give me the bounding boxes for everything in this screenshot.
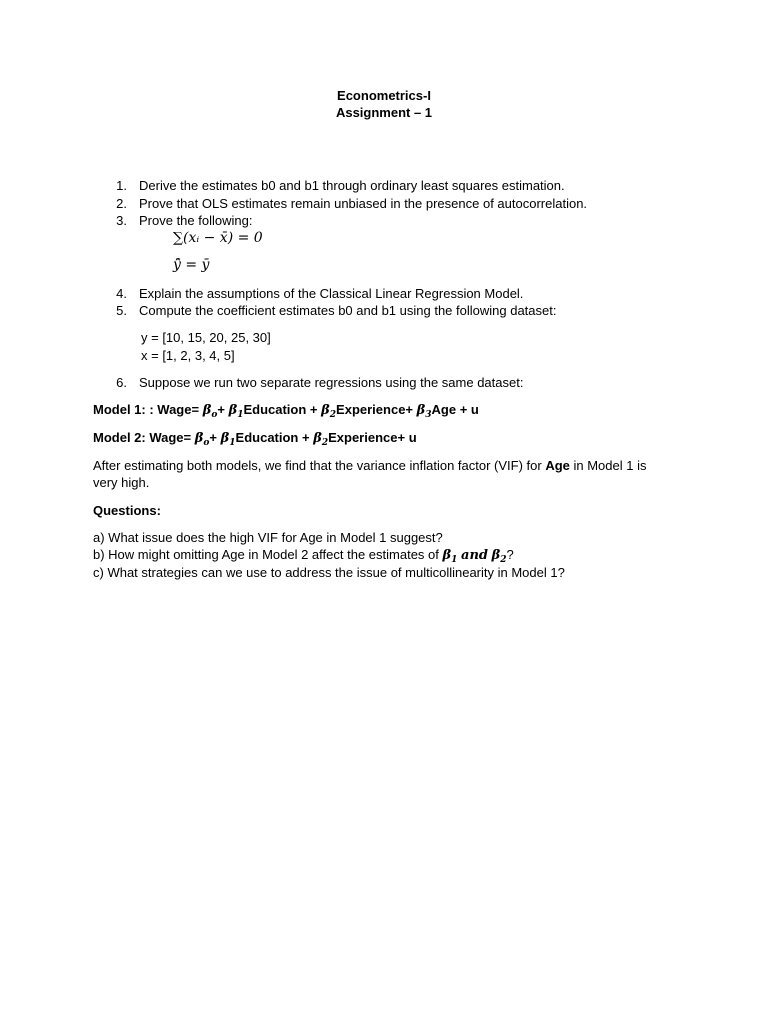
error-term: u — [408, 430, 417, 445]
plus-sign: + — [209, 430, 217, 445]
plus-sign: + — [217, 402, 225, 417]
beta-2-symbol: $\beta_2$ — [491, 548, 507, 565]
beta-2-symbol: $\beta_2$ — [321, 403, 337, 420]
question-text: Prove that OLS estimates remain unbiased in the presence of autocorrelation. — [139, 196, 588, 211]
question-number: 4. — [116, 286, 127, 301]
subquestion-a: a) What issue does the high VIF for Age in Model 1 suggest? — [93, 530, 443, 545]
age-term: Age + u — [431, 402, 479, 417]
question-text: Explain the assumptions of the Classical Linear Regression Model. — [139, 286, 524, 301]
course-title: Econometrics-I — [337, 88, 431, 103]
beta-2-symbol: $\beta_2$ — [313, 431, 329, 448]
experience-term: Experience+ — [336, 402, 414, 417]
age-bold: Age — [545, 458, 570, 473]
vif-paragraph-line-2: very high. — [93, 475, 150, 490]
question-mark: ? — [506, 547, 514, 562]
question-number: 6. — [116, 375, 127, 390]
beta-0-symbol: $\beta_o$ — [202, 403, 218, 420]
questions-heading: Questions: — [93, 503, 161, 518]
model-2-equation — [93, 429, 417, 452]
subquestion-b-text: b) How might omitting Age in Model 2 affect the estimates of — [93, 547, 443, 562]
question-number: 1. — [116, 178, 127, 193]
education-term: Education + — [235, 430, 310, 445]
equation-mean-fitted: ȳ̂ = ȳ — [173, 257, 210, 273]
paragraph-text: in Model 1 is — [569, 458, 647, 473]
vif-paragraph-line-1 — [93, 457, 646, 474]
model-2-label: Model 2: Wage= — [93, 430, 192, 445]
education-term: Education + — [243, 402, 318, 417]
question-text: Suppose we run two separate regressions using the same dataset: — [139, 375, 524, 390]
equation-sum-deviations: ∑(xᵢ − x̄) = 0 — [173, 230, 263, 246]
model-1-label: Model 1: : Wage= — [93, 402, 200, 417]
dataset-x: x = [1, 2, 3, 4, 5] — [141, 348, 235, 363]
experience-term: Experience+ — [328, 430, 406, 445]
beta-1-symbol: $\beta_1$ — [220, 431, 236, 448]
beta-1-symbol: $\beta_1$ — [442, 548, 458, 565]
dataset-y: y = [10, 15, 20, 25, 30] — [141, 330, 271, 345]
question-number: 3. — [116, 213, 127, 228]
question-number: 5. — [116, 303, 127, 318]
beta-1-symbol: $\beta_1$ — [228, 403, 244, 420]
subquestion-c: c) What strategies can we use to address the issue of multicollinearity in Model 1? — [93, 565, 565, 580]
model-1-equation — [93, 401, 479, 424]
paragraph-text: After estimating both models, we find that the variance inflation factor (VIF) for — [93, 458, 546, 473]
question-text: Prove the following: — [139, 213, 253, 228]
beta-3-symbol: $\beta_3$ — [416, 403, 432, 420]
question-text: Compute the coefficient estimates b0 and b1 using the following dataset: — [139, 303, 557, 318]
and-word: and — [461, 548, 488, 563]
beta-0-symbol: $\beta_o$ — [194, 431, 210, 448]
assignment-title: Assignment – 1 — [335, 105, 433, 120]
question-text: Derive the estimates b0 and b1 through ordinary least squares estimation. — [139, 178, 565, 193]
question-number: 2. — [116, 196, 127, 211]
